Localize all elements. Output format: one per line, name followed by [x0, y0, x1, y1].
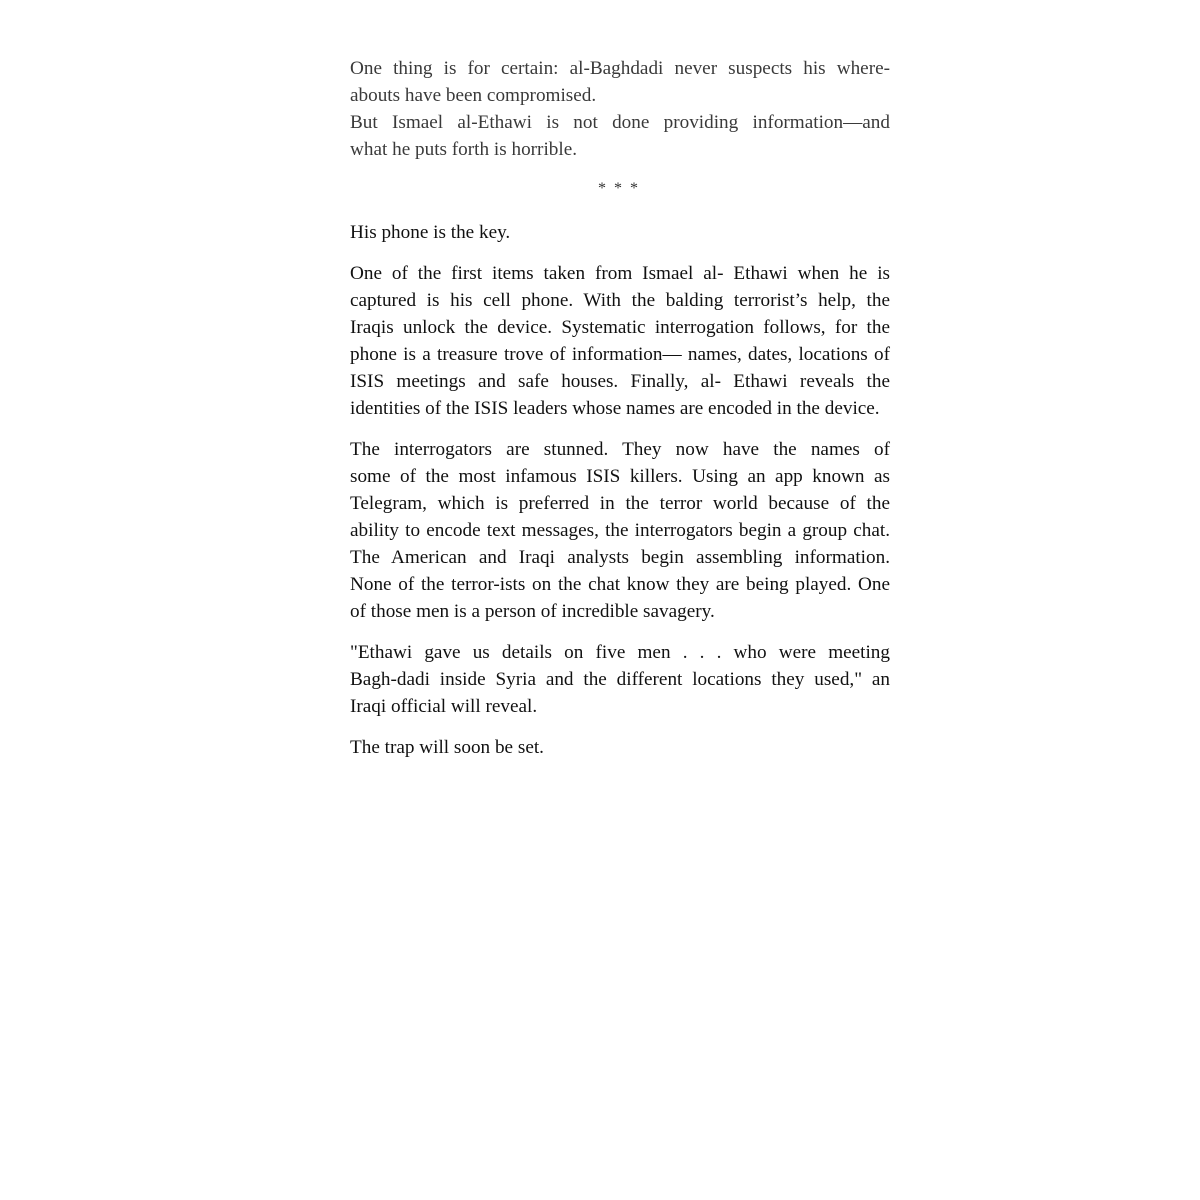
- text-line: None of the terror-ists on the chat know they are being played. One: [350, 574, 890, 595]
- text-line: His phone is the key.: [350, 222, 511, 243]
- text-line: some of the most infamous ISIS killers. Using an app known as: [350, 466, 890, 487]
- page-text: [318, 55, 890, 761]
- text-line: what he puts forth is horrible.: [350, 139, 578, 160]
- paragraph-phone-key: [318, 219, 890, 246]
- paragraph-trap-set: [318, 734, 890, 761]
- text-line: One thing is for certain: al-Baghdadi never suspects his where-: [350, 58, 890, 79]
- section-break: * * *: [598, 180, 640, 197]
- paragraph-baghdadi-whereabouts: [318, 55, 890, 109]
- text-line: Bagh-dadi inside Syria and the different locations they used," an: [350, 669, 890, 690]
- text-line: The American and Iraqi analysts begin assembling information.: [350, 547, 890, 568]
- text-line: But Ismael al-Ethawi is not done providing information—and: [350, 112, 890, 133]
- text-line: One of the first items taken from Ismael al- Ethawi when he is: [350, 263, 890, 284]
- text-line: The interrogators are stunned. They now have the names of: [350, 439, 890, 460]
- paragraph-interrogators-stunned: [318, 436, 890, 625]
- text-line: captured is his cell phone. With the balding terrorist’s help, the: [350, 290, 890, 311]
- text-line: Iraqis unlock the device. Systematic interrogation follows, for the: [350, 317, 890, 338]
- text-line: ability to encode text messages, the interrogators begin a group chat.: [350, 520, 890, 541]
- text-line: of those men is a person of incredible savagery.: [350, 601, 715, 622]
- paragraph-ethawi-information: [318, 109, 890, 163]
- text-line: Telegram, which is preferred in the terror world because of the: [350, 493, 890, 514]
- paragraph-official-quote: [318, 639, 890, 720]
- text-line: ISIS meetings and safe houses. Finally, al- Ethawi reveals the: [350, 371, 890, 392]
- text-line: Iraqi official will reveal.: [350, 696, 538, 717]
- text-line: identities of the ISIS leaders whose names are encoded in the device.: [350, 398, 880, 419]
- text-line: The trap will soon be set.: [350, 737, 544, 758]
- text-line: "Ethawi gave us details on five men . . . who were meeting: [350, 642, 890, 663]
- text-line: phone is a treasure trove of information— names, dates, locations of: [350, 344, 890, 365]
- paragraph-cell-phone: [318, 260, 890, 422]
- text-line: abouts have been compromised.: [350, 85, 597, 106]
